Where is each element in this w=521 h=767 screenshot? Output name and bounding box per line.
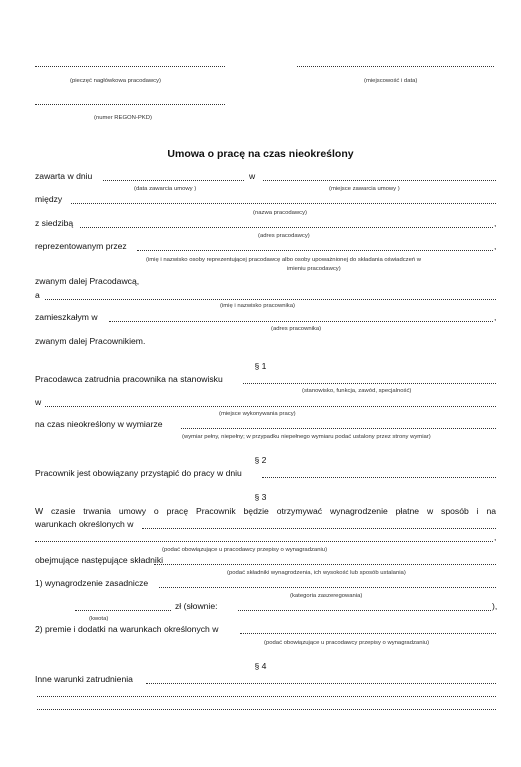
regulations-caption: (podać obowiązujące u pracodawcy przepisy o wynagradzaniu) bbox=[162, 547, 328, 553]
stamp-line[interactable] bbox=[35, 66, 225, 67]
section-4-line: Inne warunki zatrudnienia bbox=[35, 674, 133, 684]
section-2-line: Pracownik jest obowiązany przystąpić do pracy w dniu bbox=[35, 468, 242, 478]
working-time-label: na czas nieokreślony w wymiarze bbox=[35, 419, 163, 429]
seat-label: z siedzibą bbox=[35, 218, 74, 228]
between-label: między bbox=[35, 194, 63, 204]
place-date-caption: (miejscowość i data) bbox=[364, 78, 418, 84]
other-conditions-line-1[interactable] bbox=[146, 683, 496, 684]
conclusion-date-line[interactable] bbox=[103, 180, 244, 181]
other-conditions-line-3[interactable] bbox=[37, 709, 496, 710]
working-time-caption: (wymiar pełny, niepełny; w przypadku niepełnego wymiaru podać ustalony przez strony wymiar) bbox=[182, 434, 431, 440]
position-line[interactable] bbox=[243, 383, 496, 384]
regulations-line[interactable] bbox=[142, 528, 496, 529]
start-date-line[interactable] bbox=[262, 477, 496, 478]
place-in-label: w bbox=[249, 171, 256, 181]
stamp-caption: (pieczęć nagłówkowa pracodawcy) bbox=[70, 78, 162, 84]
working-time-line[interactable] bbox=[181, 428, 496, 429]
employee-name-caption: (imię i nazwisko pracownika) bbox=[220, 303, 295, 309]
workplace-in-label: w bbox=[35, 397, 42, 407]
workplace-caption: (miejsce wykonywania pracy) bbox=[219, 411, 296, 417]
amount-words-line[interactable] bbox=[238, 610, 491, 611]
document-title: Umowa o pracę na czas nieokreślony bbox=[167, 148, 354, 160]
basic-salary-label: 1) wynagrodzenie zasadnicze bbox=[35, 578, 149, 588]
components-caption: (podać składniki wynagrodzenia, ich wysokość lub sposób ustalania) bbox=[227, 570, 406, 576]
amount-close: ), bbox=[492, 601, 498, 611]
comma: , bbox=[494, 312, 497, 322]
employer-address-caption: (adres pracodawcy) bbox=[258, 233, 310, 239]
position-caption: (stanowisko, funkcja, zawód, specjalność) bbox=[302, 388, 412, 394]
bonus-caption: (podać obowiązujące u pracodawcy przepisy o wynagradzaniu) bbox=[264, 640, 430, 646]
employee-alias: zwanym dalej Pracownikiem. bbox=[35, 336, 146, 346]
section-4-mark: § 4 bbox=[254, 661, 267, 671]
employer-name-line[interactable] bbox=[71, 203, 496, 204]
representative-caption-1: (imię i nazwisko osoby reprezentującej pracodawcę albo osoby upoważnionej do składania oświadczeń w bbox=[146, 257, 422, 263]
section-3-line-2: warunkach określonych w bbox=[35, 519, 134, 529]
date-caption: (data zawarcia umowy ) bbox=[134, 186, 197, 192]
employee-address-caption: (adres pracownika) bbox=[271, 326, 322, 332]
section-1-mark: § 1 bbox=[254, 361, 267, 371]
category-line[interactable] bbox=[159, 587, 496, 588]
comma: , bbox=[494, 241, 497, 251]
representative-line[interactable] bbox=[137, 250, 493, 251]
represented-label: reprezentowanym przez bbox=[35, 241, 127, 251]
components-label: obejmujące następujące składniki bbox=[35, 555, 164, 565]
conclusion-place-line[interactable] bbox=[263, 180, 496, 181]
comma: , bbox=[494, 532, 497, 542]
place-date-line[interactable] bbox=[297, 66, 494, 67]
residing-label: zamieszkałym w bbox=[35, 312, 98, 322]
employee-name-line[interactable] bbox=[45, 299, 496, 300]
employer-alias: zwanym dalej Pracodawcą, bbox=[35, 276, 140, 286]
section-3-line-1: W czasie trwania umowy o pracę Pracownik będzie otrzymywać wynagrodzenie płatne w sposób i na bbox=[35, 506, 496, 516]
amount-line[interactable] bbox=[75, 610, 171, 611]
comma: , bbox=[494, 218, 497, 228]
regon-caption: (numer REGON-PKD) bbox=[94, 115, 152, 121]
bonus-label: 2) premie i dodatki na warunkach określonych w bbox=[35, 624, 219, 634]
bonus-line[interactable] bbox=[240, 633, 496, 634]
workplace-line[interactable] bbox=[45, 406, 496, 407]
employer-name-caption: (nazwa pracodawcy) bbox=[253, 210, 308, 216]
place-caption: (miejsce zawarcia umowy ) bbox=[329, 186, 400, 192]
employer-address-line[interactable] bbox=[80, 227, 493, 228]
category-caption: (kategoria zaszeregowania) bbox=[290, 593, 363, 599]
section-1-line: Pracodawca zatrudnia pracownika na stanowisku bbox=[35, 374, 223, 384]
representative-caption-2: imieniu pracodawcy) bbox=[287, 266, 341, 272]
and-label: a bbox=[35, 290, 40, 300]
employee-address-line[interactable] bbox=[109, 321, 493, 322]
amount-caption: (kwota) bbox=[89, 616, 109, 622]
other-conditions-line-2[interactable] bbox=[37, 696, 496, 697]
regon-line[interactable] bbox=[35, 104, 225, 105]
regulations-line-2[interactable] bbox=[35, 541, 493, 542]
components-line[interactable] bbox=[154, 564, 496, 565]
section-3-mark: § 3 bbox=[254, 492, 267, 502]
amount-words-label: zł (słownie: bbox=[175, 601, 218, 611]
concluded-label: zawarta w dniu bbox=[35, 171, 93, 181]
section-2-mark: § 2 bbox=[254, 455, 267, 465]
